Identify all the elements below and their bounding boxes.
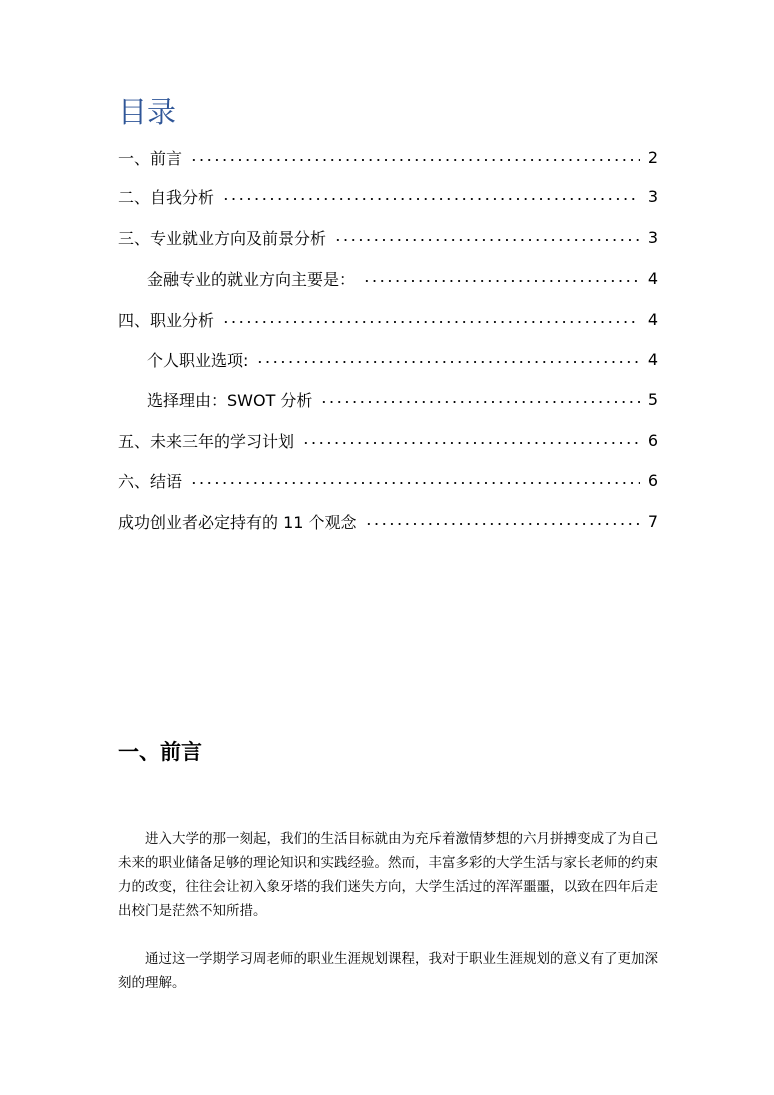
- toc-entry-swot[interactable]: [147, 384, 658, 414]
- toc-entry-page: 6: [647, 470, 658, 490]
- toc-entry-conclusion[interactable]: [118, 465, 658, 495]
- toc-entry-label: 四、职业分析: [118, 310, 215, 330]
- body-paragraph: 通过这一学期学习周老师的职业生涯规划课程，我对于职业生涯规划的意义有了更加深刻的理解。: [118, 951, 658, 991]
- toc-entry-page: 4: [647, 309, 658, 329]
- toc-dot-leader: [190, 158, 640, 162]
- toc-entry-label: 六、结语: [118, 471, 183, 491]
- toc-entry-label: 金融专业的就业方向主要是：: [147, 269, 356, 289]
- toc-entry-label: 一、前言: [118, 148, 183, 168]
- toc-entry-page: 2: [647, 147, 658, 167]
- toc-dot-leader: [320, 400, 639, 404]
- toc-entry-preface[interactable]: [118, 142, 658, 172]
- toc-dot-leader: [190, 481, 640, 485]
- toc-dot-leader: [363, 279, 640, 283]
- toc-entry-career-options[interactable]: [147, 344, 658, 374]
- toc-entry-page: 6: [647, 430, 658, 450]
- toc-entry-label: 二、自我分析: [118, 187, 215, 207]
- toc-entry-self-analysis[interactable]: [118, 181, 658, 211]
- toc-dot-leader: [334, 238, 640, 242]
- body-paragraph: 进入大学的那一刻起，我们的生活目标就由为充斥着激情梦想的六月拼搏变成了为自己未来的职业储备足够的理论知识和实践经验。然而，丰富多彩的大学生活与家长老师的约束力的改变，往往会让初入象牙塔的我们迷失方向，大学生活过的浑浑噩噩，以致在四年后走出校门是茫然不知所措。: [118, 831, 658, 919]
- toc-title: 目录: [118, 95, 177, 129]
- section-heading-preface: 一、前言: [118, 740, 202, 764]
- toc-entry-label: 成功创业者必定持有的 11 个观念: [118, 512, 357, 532]
- toc-entry-label: 选择理由：SWOT 分析: [147, 390, 313, 410]
- toc-entry-entrepreneur-concepts[interactable]: [118, 506, 658, 536]
- toc-entry-label: 个人职业选项:: [147, 350, 249, 370]
- toc-entry-page: 4: [647, 268, 658, 288]
- toc-entry-career-analysis[interactable]: [118, 304, 658, 334]
- toc-dot-leader: [365, 522, 640, 526]
- toc-entry-study-plan[interactable]: [118, 425, 658, 455]
- toc-entry-major-prospects[interactable]: [118, 222, 658, 252]
- toc-entry-page: 4: [647, 349, 658, 369]
- toc-dot-leader: [222, 197, 640, 201]
- toc-dot-leader: [222, 320, 640, 324]
- toc-entry-page: 7: [647, 511, 658, 531]
- toc-entry-page: 3: [647, 227, 658, 247]
- toc-dot-leader: [256, 360, 639, 364]
- toc-entry-label: 三、专业就业方向及前景分析: [118, 228, 327, 248]
- toc-entry-finance-directions[interactable]: [147, 263, 658, 293]
- toc-dot-leader: [302, 441, 640, 445]
- toc-entry-label: 五、未来三年的学习计划: [118, 431, 295, 451]
- toc-entry-page: 5: [647, 389, 658, 409]
- toc-entry-page: 3: [647, 186, 658, 206]
